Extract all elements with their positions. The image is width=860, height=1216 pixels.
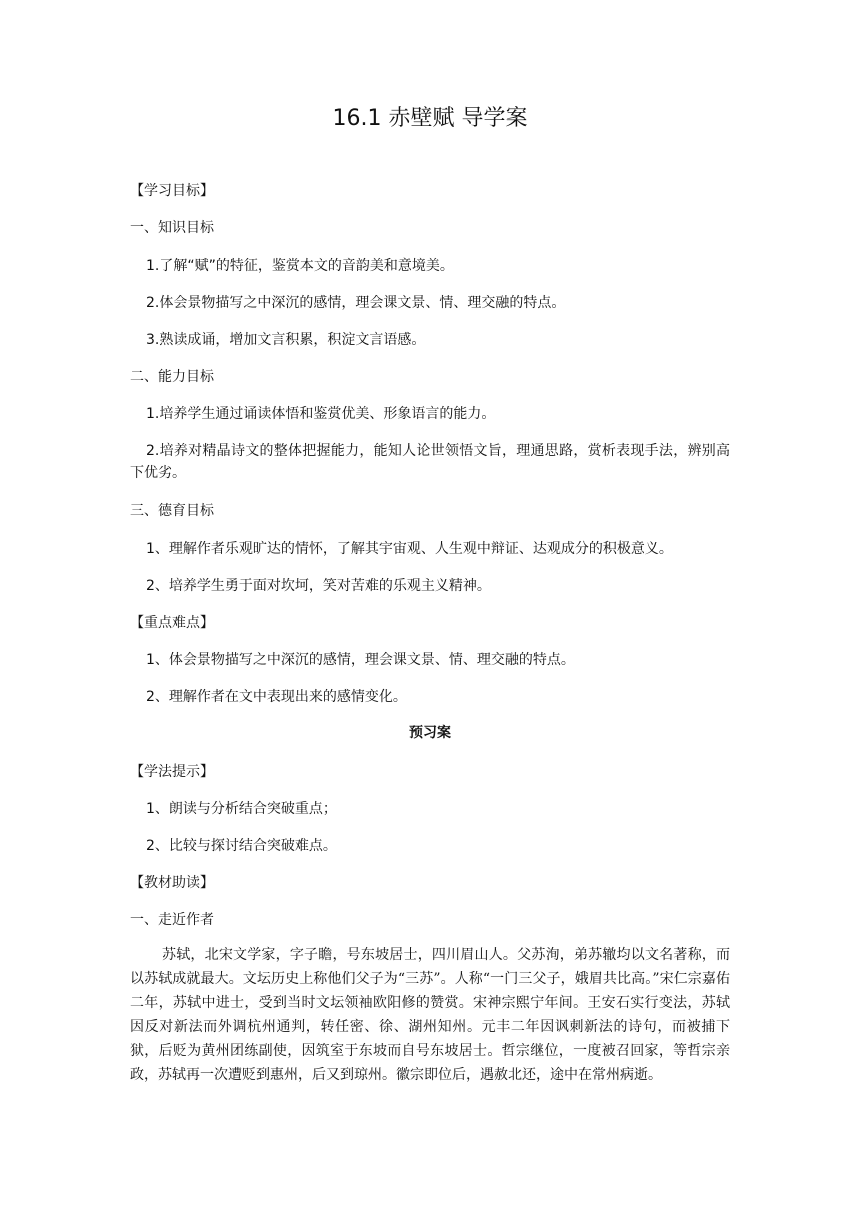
ability-item-2: 2.培养对精晶诗文的整体把握能力，能知人论世领悟文旨，理通思路，赏析表现手法，辨别高下优劣。: [130, 443, 730, 481]
knowledge-item-2: 2.体会景物描写之中深沉的感情，理会课文景、情、理交融的特点。: [146, 295, 566, 311]
key-item-2: 2、理解作者在文中表现出来的感情变化。: [146, 689, 407, 705]
moral-item-2: 2、培养学生勇于面对坎坷，笑对苦难的乐观主义精神。: [146, 578, 491, 594]
author-heading: 一、走近作者: [130, 912, 214, 928]
ability-item-1: 1.培养学生通过诵读体悟和鉴赏优美、形象语言的能力。: [146, 406, 496, 422]
knowledge-item-1: 1.了解“赋”的特征，鉴赏本文的音韵美和意境美。: [146, 258, 454, 274]
method-heading: 【学法提示】: [130, 764, 214, 780]
knowledge-item-3: 3.熟读成诵，增加文言积累，积淀文言语感。: [146, 332, 426, 348]
moral-item-1: 1、理解作者乐观旷达的情怀，了解其宇宙观、人生观中辩证、达观成分的积极意义。: [146, 541, 673, 557]
goals-heading: 【学习目标】: [130, 183, 214, 199]
textbook-heading: 【教材助读】: [130, 875, 214, 891]
key-heading: 【重点难点】: [130, 615, 214, 631]
moral-heading: 三、德育目标: [130, 503, 214, 519]
ability-heading: 二、能力目标: [130, 369, 214, 385]
preview-title: 预习案: [409, 725, 451, 741]
method-item-2: 2、比较与探讨结合突破难点。: [146, 838, 337, 854]
author-paragraph: 苏轼，北宋文学家，字子瞻，号东坡居士，四川眉山人。父苏洵，弟苏辙均以文名著称，而以苏轼成就最大。文坛历史上称他们父子为“三苏”。人称“一门三父子，娥眉共比高。”宋仁宗嘉佑二年，苏轼中进士，受到当时文坛领袖欧阳修的赞赏。宋神宗熙宁年间。王安石实行变法，苏轼因反对新法而外调杭州通判，转任密、徐、湖州知州。元丰二年因讽刺新法的诗句，而被捕下狱，后贬为黄州团练副使，因筑室于东坡而自号东坡居士。哲宗继位，一度被召回家，等哲宗亲政，苏轼再一次遭贬到惠州，后又到琼州。徽宗即位后，遇赦北还，途中在常州病逝。: [130, 947, 730, 1083]
knowledge-heading: 一、知识目标: [130, 220, 214, 236]
document-title: 16.1 赤壁赋 导学案: [332, 106, 528, 131]
method-item-1: 1、朗读与分析结合突破重点；: [146, 801, 337, 817]
key-item-1: 1、体会景物描写之中深沉的感情，理会课文景、情、理交融的特点。: [146, 652, 575, 668]
